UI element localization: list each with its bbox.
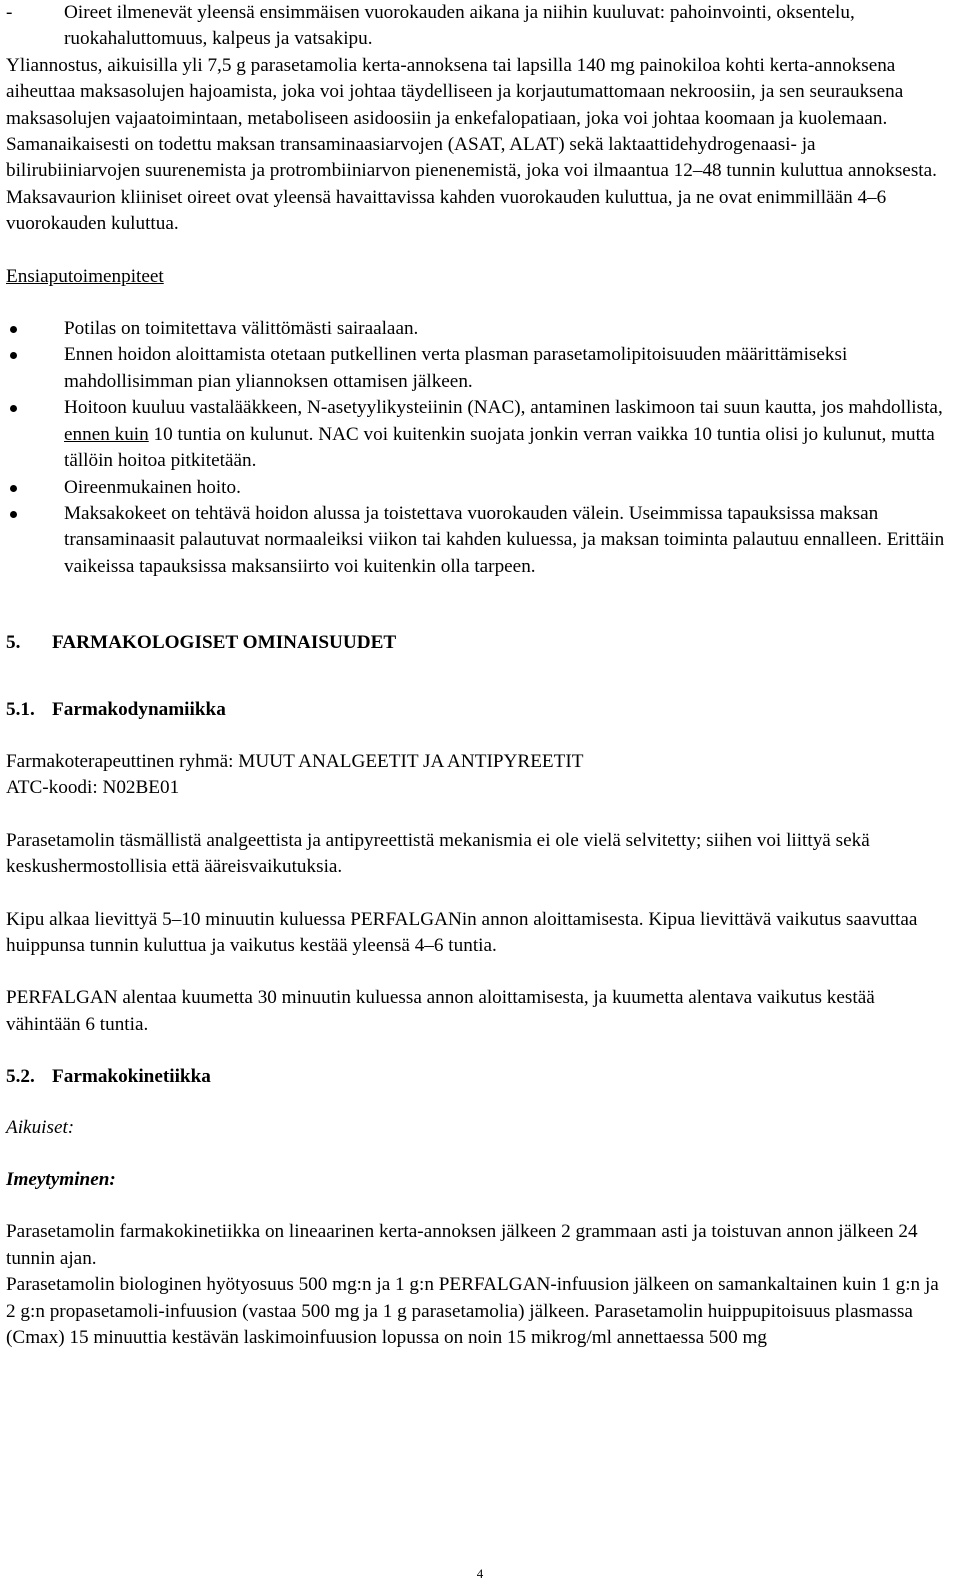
pain-relief-paragraph: Kipu alkaa lievittyä 5–10 minuutin kuluessa PERFALGANin annon aloittamisesta. Kipua lievittävä vaikutus saavuttaa huippunsa tunnin kuluttua ja vaikutus kestää yleensä 4–6 tuntia. [6,908,918,956]
linearity-paragraph: Parasetamolin farmakokinetiikka on lineaarinen kerta-annoksen jälkeen 2 grammaan asti ja toistuvan annon jälkeen 24 tunnin ajan. [6,1221,918,1269]
bullet-icon [10,405,17,412]
first-aid-list [6,316,950,580]
list-item: Hoitoon kuuluu vastalääkkeen, N-asetyylikysteiinin (NAC), antaminen laskimoon tai suun kautta, jos mahdollista, ennen kuin 10 tuntia on kulunut. NAC voi kuitenkin suojata jonkin verran vaikka 10 tuntia olisi jo kulunut, mutta tällöin hoitoa pitkitetään. [6,395,950,474]
list-item: Potilas on toimitettava välittömästi sairaalaan. [6,316,950,342]
first-aid-heading: Ensiaputoimenpiteet [6,265,164,287]
overdose-paragraph: Yliannostus, aikuisilla yli 7,5 g parasetamolia kerta-annoksena tai lapsilla 140 mg painokiloa kohti kerta-annoksena aiheuttaa maksasolujen hajoamista, joka voi johtaa täydelliseen ja korjautumattomaan nekroosiin, ja sen seurauksena maksasolujen vajaatoimintaan, metaboliseen asidoosiin ja enkefalopatiaan, joka voi johtaa koomaan ja kuolemaan. Samanaikaisesti on todettu maksan transaminaasiarvojen (ASAT, ALAT) sekä laktaattidehydrogenaasi- ja bilirubiiniarvojen suurenemista ja protrombiiniarvon pienenemistä, joka voi ilmaantua 12–48 tunnin kuluttua annoksesta. Maksavaurion kliiniset oireet ovat yleensä havaittavissa kahden vuorokauden kuluttua, ja ne ovat enimmillään 4–6 vuorokauden kuluttua. [6,54,937,235]
bioavailability-paragraph: Parasetamolin biologinen hyötyosuus 500 mg:n ja 1 g:n PERFALGAN-infuusion jälkeen on samankaltainen kuin 1 g:n ja 2 g:n propasetamoli-infuusion (vastaa 500 mg ja 1 g parasetamolia) jälkeen. Parasetamolin huippupitoisuus plasmassa (Cmax) 15 minuuttia kestävän laskimoinfuusion lopussa on noin 15 mikrog/ml annettaessa 500 mg [6,1274,939,1349]
dash-marker: - [6,2,13,23]
bullet-icon [10,511,17,518]
document-page [6,0,950,1351]
atc-code: ATC-koodi: N02BE01 [6,777,180,799]
underlined-text: ennen kuin [64,423,149,445]
bullet-icon [10,485,17,492]
absorption-subheading: Imeytyminen: [6,1169,116,1190]
section-5-2-heading: 5.2. Farmakokinetiikka [6,1066,211,1088]
mechanism-paragraph: Parasetamolin täsmällistä analgeettista ja antipyreettistä mekanismia ei ole vielä selvitetty; siihen voi liittyä sekä keskushermostollisia että ääreisvaikutuksia. [6,829,870,878]
therapeutic-group: Farmakoterapeuttinen ryhmä: MUUT ANALGEETIT JA ANTIPYREETIT [6,750,584,772]
bullet-icon [10,352,17,359]
bullet-icon [10,326,17,333]
page-number: 4 [476,1566,484,1581]
section-5-1-heading: 5.1. Farmakodynamiikka [6,698,226,720]
list-item: Maksakokeet on tehtävä hoidon alussa ja toistettava vuorokauden välein. Useimmissa tapauksissa maksan transaminaasit palautuvat normaaleiksi viikon tai kahden kuluessa, ja maksan toiminta palautuu ennalleen. Erittäin vaikeissa tapauksissa maksansiirto voi kuitenkin olla tarpeen. [6,501,950,580]
symptoms-text: Oireet ilmenevät yleensä ensimmäisen vuorokauden aikana ja niihin kuuluvat: pahoinvointi, oksentelu, ruokahaluttomuus, kalpeus ja vatsakipu. [64,2,855,50]
section-5-heading: 5. FARMAKOLOGISET OMINAISUUDET [6,632,397,654]
list-item: Ennen hoidon aloittamista otetaan putkellinen verta plasman parasetamolipitoisuuden määrittämiseksi mahdollisimman pian yliannoksen ottamisen jälkeen. [6,342,950,395]
list-item: Oireenmukainen hoito. [6,475,950,501]
symptoms-dash-item [6,0,950,53]
adults-subheading: Aikuiset: [6,1116,75,1138]
fever-paragraph: PERFALGAN alentaa kuumetta 30 minuutin kuluessa annon aloittamisesta, ja kuumetta alentava vaikutus kestää vähintään 6 tuntia. [6,987,875,1035]
